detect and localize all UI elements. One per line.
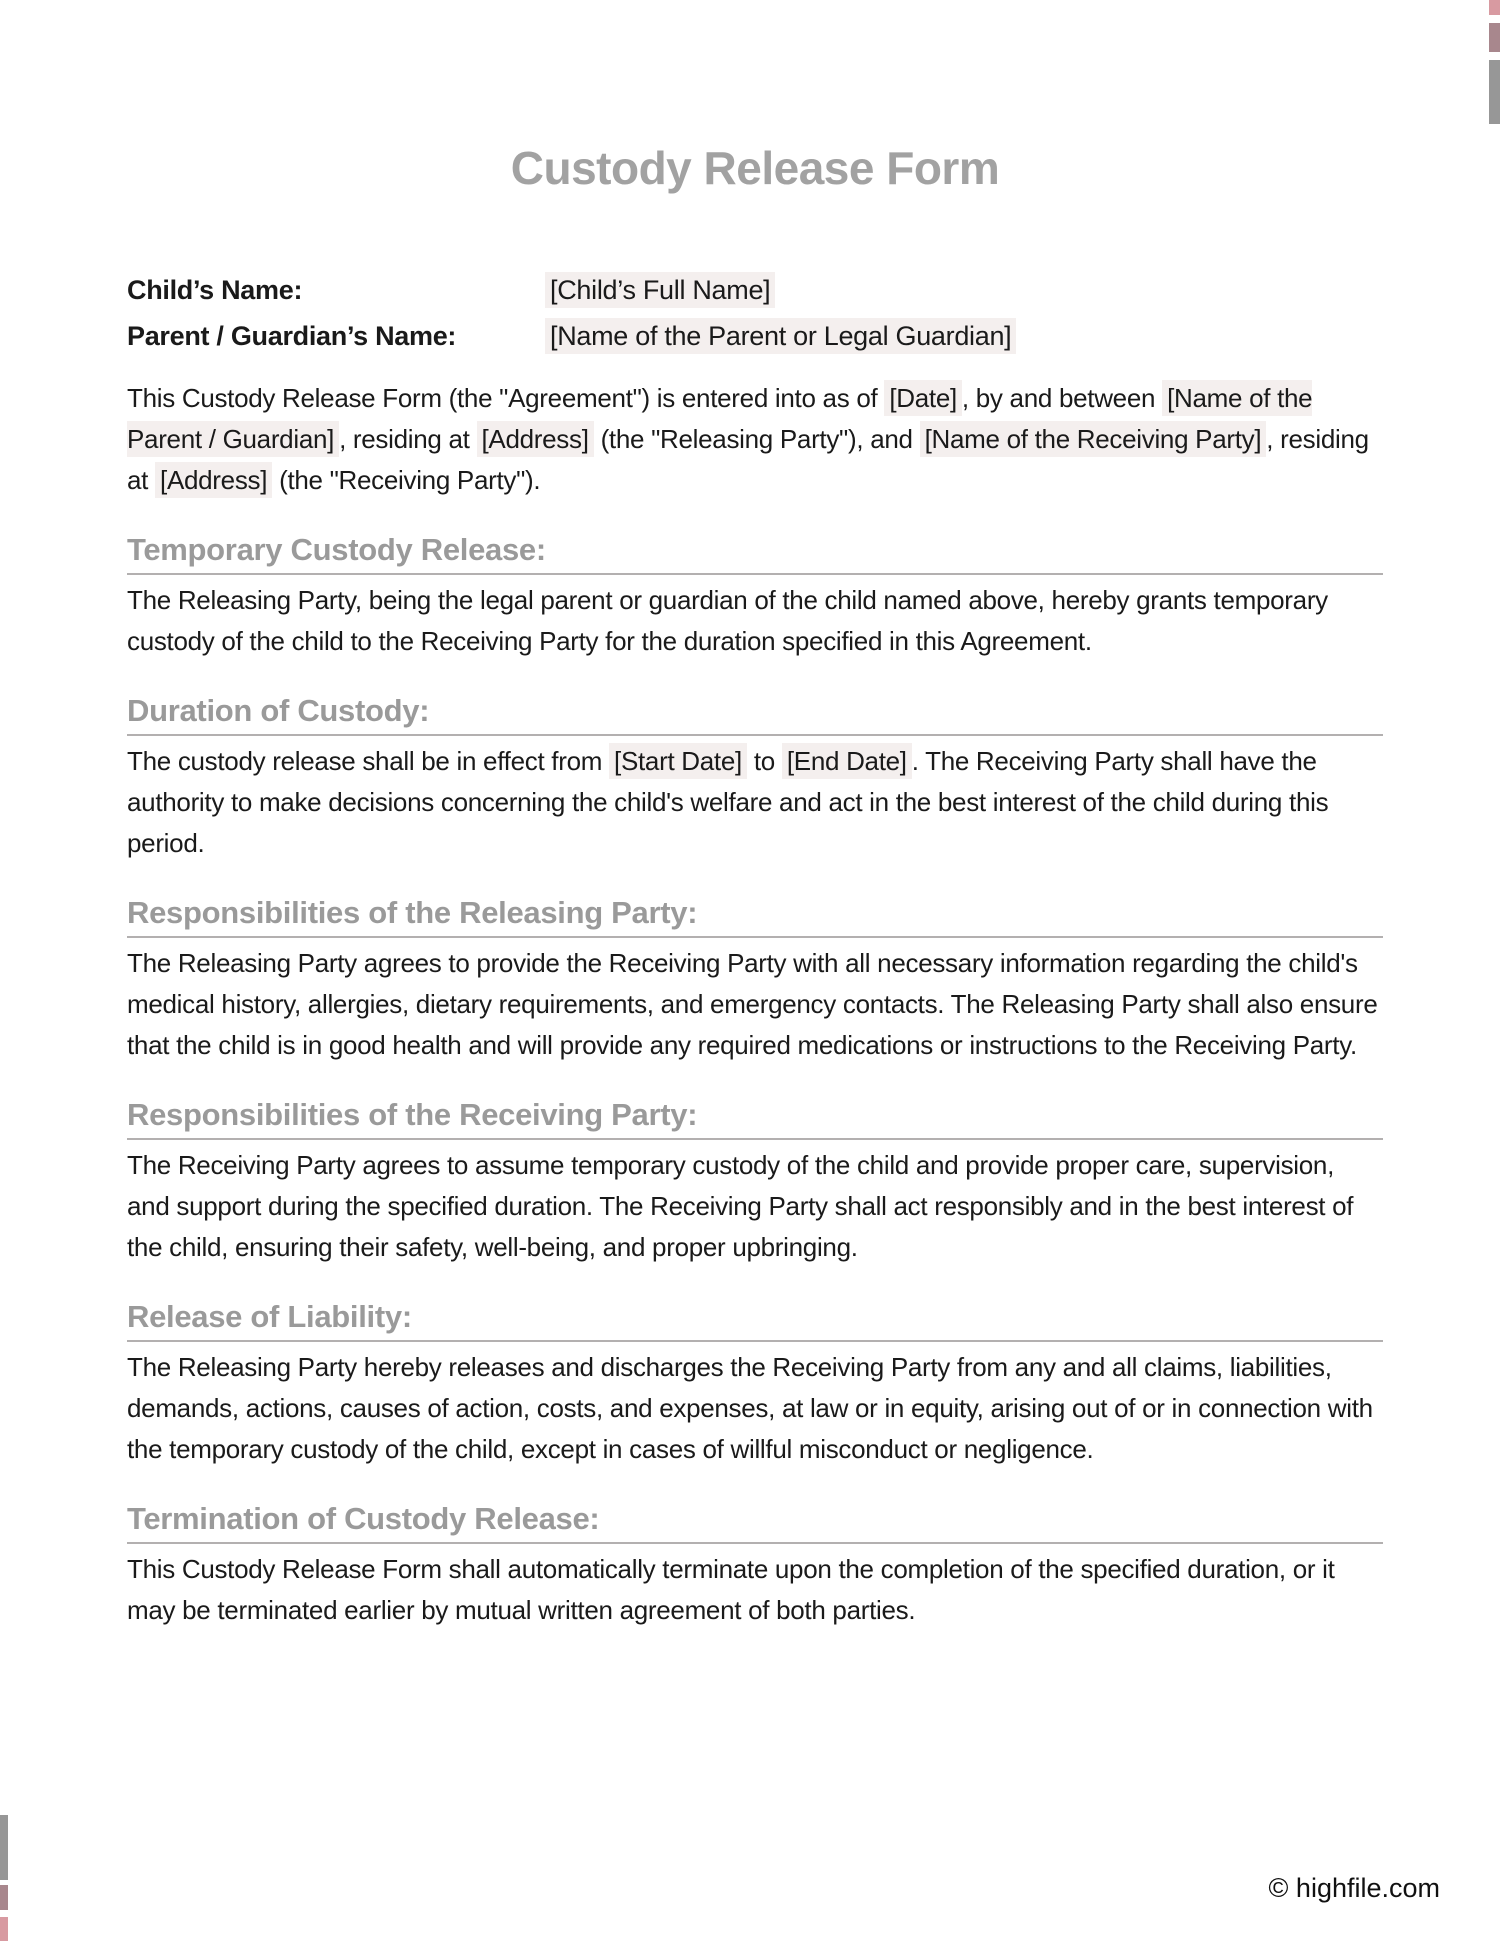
guardian-name-label: Parent / Guardian’s Name: xyxy=(127,321,457,351)
section-body xyxy=(127,943,1383,1066)
section-heading: Release of Liability: xyxy=(127,1296,1383,1342)
body-text-run: This Custody Release Form (the "Agreement") is entered into as of xyxy=(127,383,885,413)
section-heading: Termination of Custody Release: xyxy=(127,1498,1383,1544)
intro-paragraph xyxy=(127,378,1383,501)
body-text-run: This Custody Release Form shall automatically terminate upon the completion of the specified duration, or it may be terminated earlier by mutual written agreement of both parties. xyxy=(127,1554,1335,1625)
document-content xyxy=(127,0,1383,1631)
section-body xyxy=(127,741,1383,864)
body-text-run: , by and between xyxy=(961,383,1163,413)
section-body xyxy=(127,1145,1383,1268)
child-name-value xyxy=(545,270,775,311)
placeholder-field: [Address] xyxy=(477,421,594,457)
edge-marker-mauve-top-right xyxy=(1489,23,1500,52)
guardian-name-placeholder: [Name of the Parent or Legal Guardian] xyxy=(545,318,1016,354)
edge-marker-pink-bottom-left xyxy=(0,1917,8,1941)
child-name-placeholder: [Child’s Full Name] xyxy=(545,272,775,308)
placeholder-field: [Name of the Receiving Party] xyxy=(920,421,1267,457)
body-text-run: (the "Releasing Party"), and xyxy=(593,424,920,454)
section-release-of-liability xyxy=(127,1296,1383,1470)
body-text-run: The Receiving Party agrees to assume temporary custody of the child and provide proper care, supervision, and support during the specified duration. The Receiving Party shall act responsibly and in the best interest of the child, ensuring their safety, well-being, and proper upbringing. xyxy=(127,1150,1354,1262)
body-text-run: to xyxy=(746,746,782,776)
section-heading: Responsibilities of the Receiving Party: xyxy=(127,1094,1383,1140)
section-body xyxy=(127,580,1383,662)
section-temporary-custody-release xyxy=(127,529,1383,662)
body-text-run: The custody release shall be in effect from xyxy=(127,746,610,776)
body-text-run: , residing at xyxy=(127,424,1369,495)
section-heading: Temporary Custody Release: xyxy=(127,529,1383,575)
placeholder-field: [End Date] xyxy=(782,743,912,779)
section-heading: Responsibilities of the Releasing Party: xyxy=(127,892,1383,938)
section-body xyxy=(127,1549,1383,1631)
edge-marker-mauve-bottom-left xyxy=(0,1885,8,1910)
body-text-run: The Releasing Party agrees to provide the Receiving Party with all necessary information regarding the child's medical history, allergies, dietary requirements, and emergency contacts. The Releasing Party shall also ensure that the child is in good health and will provide any required medications or instructions to the Receiving Party. xyxy=(127,948,1378,1060)
section-responsibilities-releasing-party xyxy=(127,892,1383,1066)
edge-marker-gray-top-right xyxy=(1489,60,1500,124)
child-name-label: Child’s Name: xyxy=(127,275,303,305)
body-text-run: , residing at xyxy=(339,424,477,454)
edge-marker-pink-top-right xyxy=(1489,0,1500,15)
name-fields xyxy=(127,270,1383,357)
body-text-run: The Releasing Party hereby releases and discharges the Receiving Party from any and all claims, liabilities, demands, actions, causes of action, costs, and expenses, at law or in equity, arising out of or in connection with the temporary custody of the child, except in cases of willful misconduct or negligence. xyxy=(127,1352,1373,1464)
body-text-run: The Releasing Party, being the legal parent or guardian of the child named above, hereby grants temporary custody of the child to the Receiving Party for the duration specified in this Agreement. xyxy=(127,585,1328,656)
field-row-child-name xyxy=(127,270,1383,311)
edge-marker-gray-bottom-left xyxy=(0,1815,8,1880)
placeholder-field: [Name of the Parent / Guardian] xyxy=(127,380,1312,457)
field-row-guardian-name xyxy=(127,316,1383,357)
section-duration-of-custody xyxy=(127,690,1383,864)
copyright-footer: © highfile.com xyxy=(1268,1873,1440,1903)
section-responsibilities-receiving-party xyxy=(127,1094,1383,1268)
placeholder-field: [Address] xyxy=(155,462,272,498)
section-body xyxy=(127,1347,1383,1470)
body-text-run: . The Receiving Party shall have the authority to make decisions concerning the child's welfare and act in the best interest of the child during this period. xyxy=(127,746,1329,858)
section-termination-of-custody-release xyxy=(127,1498,1383,1631)
section-heading: Duration of Custody: xyxy=(127,690,1383,736)
placeholder-field: [Start Date] xyxy=(609,743,747,779)
placeholder-field: [Date] xyxy=(884,380,962,416)
guardian-name-value xyxy=(545,316,1016,357)
page-title: Custody Release Form xyxy=(510,142,1000,194)
body-text-run: (the "Receiving Party"). xyxy=(272,465,541,495)
